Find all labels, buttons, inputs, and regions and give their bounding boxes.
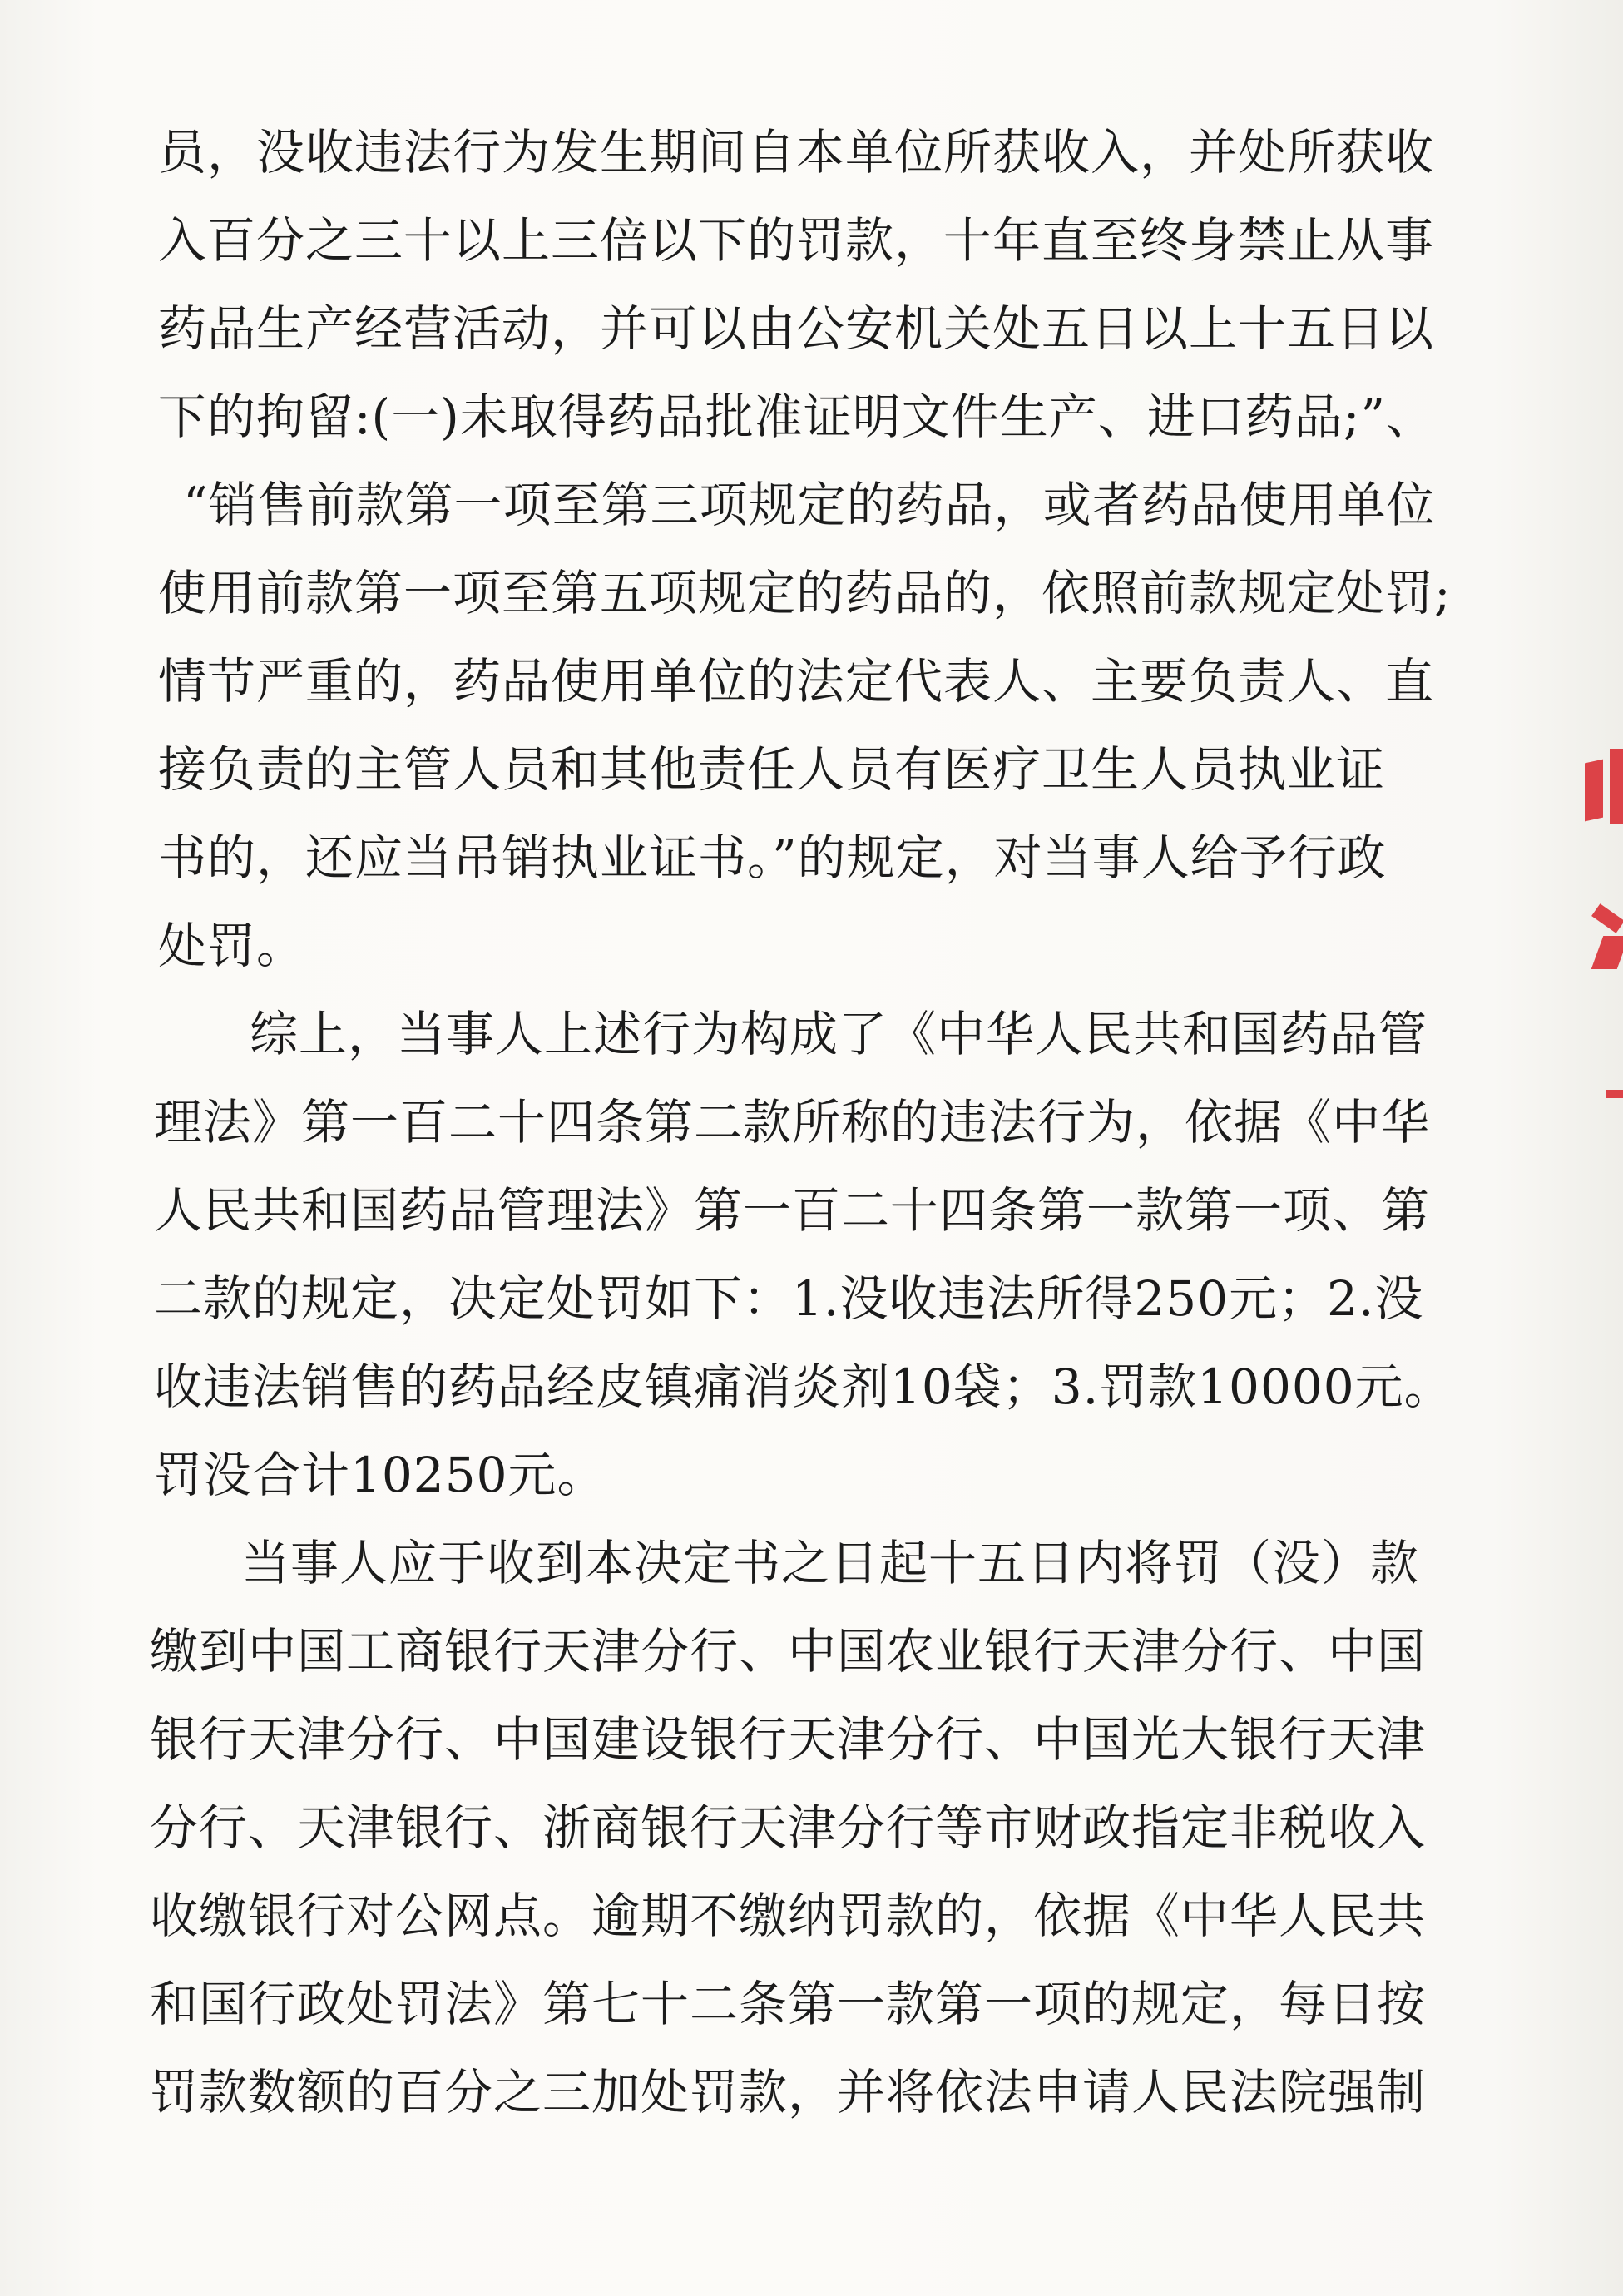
text-line: 员，没收违法行为发生期间自本单位所获收入，并处所获收 <box>158 124 1435 181</box>
seal-fragment <box>1606 1090 1623 1098</box>
text-line: 收缴银行对公网点。逾期不缴纳罚款的，依据《中华人民共 <box>150 1888 1427 1944</box>
seal-fragment <box>1610 749 1623 824</box>
text-line: 罚款数额的百分之三加处罚款，并将依法申请人民法院强制 <box>150 2064 1427 2120</box>
text-line: 情节严重的，药品使用单位的法定代表人、主要负责人、直 <box>158 653 1435 710</box>
text-line: 下的拘留:(一)未取得药品批准证明文件生产、进口药品;”、 <box>158 388 1435 445</box>
text-line: 药品生产经营活动，并可以由公安机关处五日以上十五日以 <box>158 300 1435 357</box>
text-line: 罚没合计10250元。 <box>154 1447 606 1503</box>
text-line: 二款的规定，决定处罚如下：1.没收违法所得250元；2.没 <box>154 1270 1424 1327</box>
text-line: 收违法销售的药品经皮镇痛消炎剂10袋；3.罚款10000元。 <box>154 1358 1453 1415</box>
paragraph-start-line: 综上，当事人上述行为构成了《中华人民共和国药品管 <box>250 1006 1428 1062</box>
text-line: 理法》第一百二十四条第二款所称的违法行为，依据《中华 <box>154 1094 1431 1150</box>
document-body <box>150 108 1453 2136</box>
text-line: 书的，还应当吊销执业证书。”的规定，对当事人给予行政 <box>158 829 1387 886</box>
text-line: 和国行政处罚法》第七十二条第一款第一项的规定，每日按 <box>150 1976 1427 2032</box>
text-line: 使用前款第一项至第五项规定的药品的，依照前款规定处罚; <box>158 565 1452 621</box>
text-line: 接负责的主管人员和其他责任人员有医疗卫生人员执业证 <box>158 741 1386 798</box>
text-line: 人民共和国药品管理法》第一百二十四条第一款第一项、第 <box>154 1182 1431 1239</box>
text-line: 处罚。 <box>158 918 306 974</box>
text-line: 银行天津分行、中国建设银行天津分行、中国光大银行天津 <box>150 1711 1427 1768</box>
text-line: 分行、天津银行、浙商银行天津分行等市财政指定非税收入 <box>150 1799 1427 1856</box>
seal-fragment <box>1591 903 1623 933</box>
seal-fragment <box>1591 936 1623 969</box>
paragraph-start-line: 当事人应于收到本决定书之日起十五日内将罚（没）款 <box>241 1535 1420 1591</box>
seal-fragment <box>1585 760 1603 822</box>
text-line: “销售前款第一项至第三项规定的药品，或者药品使用单位 <box>183 477 1436 533</box>
text-line: 缴到中国工商银行天津分行、中国农业银行天津分行、中国 <box>150 1623 1427 1680</box>
text-line: 入百分之三十以上三倍以下的罚款，十年直至终身禁止从事 <box>158 212 1435 269</box>
